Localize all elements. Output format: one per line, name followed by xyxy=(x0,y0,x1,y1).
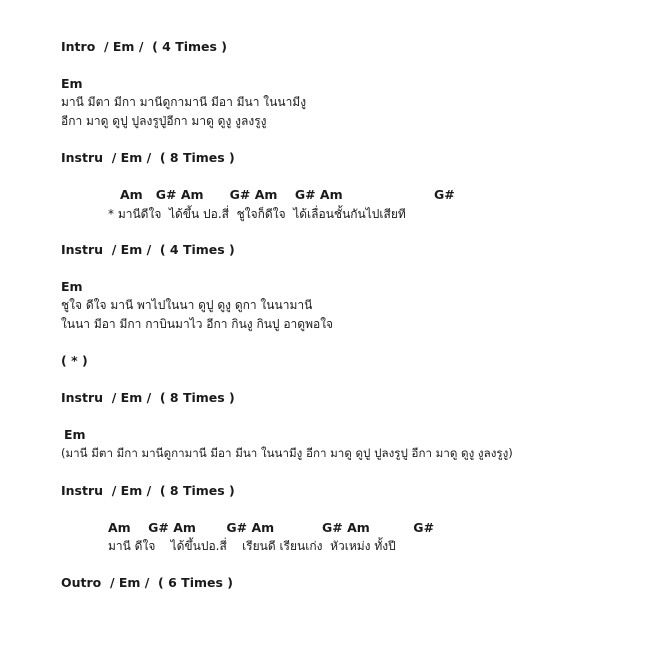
verse1-lyric-line2: อีกา มาดู ดูปู ปูลงรูปู่อีกา มาดู ดูงู งูลงรูงู xyxy=(61,114,267,128)
verse1-lyric-line1: มานี มีตา มีกา มานีดูกามานี มีอา มีนา ในนามีงู xyxy=(61,95,307,109)
outro-line: Outro / Em / ( 6 Times ) xyxy=(61,575,233,590)
verse2-chord: Em xyxy=(61,279,83,294)
chorus2-lyric: มานี ดีใจ ได้ขึ้นปอ.สี่ เรียนดี เรียนเก่ง หัวเหม่ง ทั้งปี xyxy=(108,539,396,553)
intro-line: Intro / Em / ( 4 Times ) xyxy=(61,39,228,54)
chorus1-lyric: * มานีดีใจ ได้ขึ้น ปอ.สี่ ชูใจก็ดีใจ ได้เลื่อนชั้นกันไปเสียที xyxy=(108,207,406,221)
instru2-line: Instru / Em / ( 4 Times ) xyxy=(61,242,235,257)
verse3-lyric: (มานี มีตา มีกา มานีดูกามานี มีอา มีนา ในนามีงู อีกา มาดู ดูปู ปูลงรูปู อีกา มาดู ดูงู งูลงรูงู) xyxy=(61,446,513,460)
repeat-mark: ( * ) xyxy=(61,353,88,368)
chorus1-chords: Am G# Am G# Am G# Am G# xyxy=(120,187,455,202)
instru1-line: Instru / Em / ( 8 Times ) xyxy=(61,150,235,165)
instru4-line: Instru / Em / ( 8 Times ) xyxy=(61,483,235,498)
verse2-lyric-line2: ในนา มีอา มีกา กาบินมาไว อีกา กินงู กินปู อาดูพอใจ xyxy=(61,317,334,331)
verse1-chord: Em xyxy=(61,76,83,91)
instru3-line: Instru / Em / ( 8 Times ) xyxy=(61,390,235,405)
verse3-chord: Em xyxy=(64,427,86,442)
verse2-lyric-line1: ชูใจ ดีใจ มานี พาไปในนา ดูปู ดูงู ดูกา ในนามานี xyxy=(61,298,313,312)
chorus2-chords: Am G# Am G# Am G# Am G# xyxy=(108,520,435,535)
